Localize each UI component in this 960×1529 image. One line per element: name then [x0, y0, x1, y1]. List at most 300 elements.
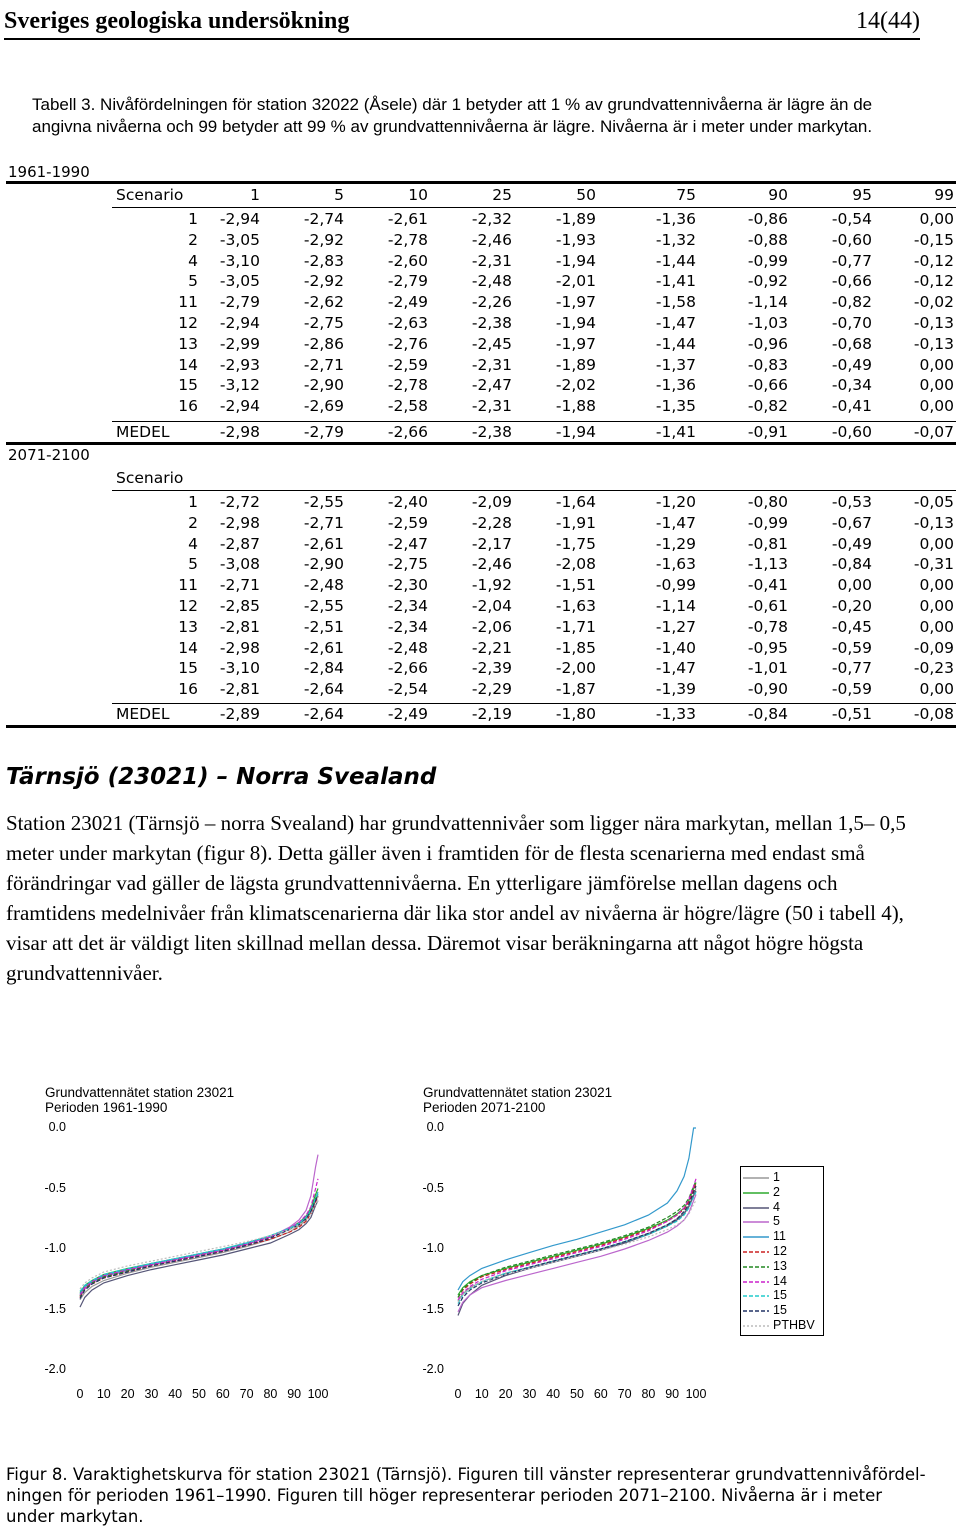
value-cell: 0,00 [919, 617, 954, 636]
value-cell: -3,10 [219, 251, 260, 270]
legend-swatch [743, 1265, 771, 1269]
x-tick-label: 60 [593, 1387, 608, 1401]
legend-label: 12 [773, 1244, 787, 1258]
y-tick-label: -0.5 [422, 1180, 444, 1195]
legend-label: 4 [773, 1199, 780, 1214]
medel-row [0, 423, 960, 444]
series-line [80, 1196, 318, 1299]
value-cell: -2,40 [387, 493, 428, 511]
value-cell: -2,55 [303, 493, 344, 511]
series-line [458, 1128, 696, 1290]
x-tick-label: 0 [454, 1387, 462, 1401]
value-cell: -0,61 [747, 597, 788, 615]
scenario-header: Scenario [116, 469, 184, 487]
scenario-cell: 15 [178, 376, 198, 395]
scenario-cell: 14 [178, 638, 198, 657]
value-cell: -0,45 [831, 617, 872, 636]
value-cell: -2,93 [219, 355, 260, 374]
value-cell: -1,36 [655, 376, 696, 395]
scenario-cell: 5 [188, 555, 198, 574]
value-cell: -0,07 [913, 423, 954, 441]
scenario-cell: 1 [188, 493, 198, 511]
percentile-header: 95 [852, 186, 872, 204]
table-row [0, 555, 960, 576]
value-cell: -0,88 [747, 230, 788, 249]
legend-label: 15 [773, 1303, 787, 1318]
value-cell: -0,96 [747, 334, 788, 353]
table-row [0, 335, 960, 356]
value-cell: -3,05 [219, 272, 260, 291]
x-tick-label: 70 [239, 1387, 254, 1401]
table-row [0, 618, 960, 639]
value-cell: -2,81 [219, 617, 260, 636]
value-cell: -2,49 [387, 705, 428, 723]
value-cell: -0,41 [831, 397, 872, 416]
value-cell: -2,48 [387, 638, 428, 657]
value-cell: -2,38 [471, 423, 512, 441]
percentile-header: 1 [250, 186, 260, 204]
legend-swatch [743, 1250, 771, 1254]
value-cell: -0,20 [831, 597, 872, 615]
value-cell: -2,49 [387, 293, 428, 312]
value-cell: -0,95 [747, 638, 788, 657]
legend-swatch [743, 1294, 771, 1298]
value-cell: -2,45 [471, 334, 512, 353]
series-line [458, 1189, 696, 1302]
x-tick-label: 20 [498, 1387, 513, 1401]
table-row [0, 293, 960, 314]
value-cell: -2,61 [387, 210, 428, 228]
x-tick-label: 90 [665, 1387, 680, 1401]
value-cell: -2,71 [219, 576, 260, 595]
value-cell: 0,00 [919, 397, 954, 416]
value-cell: -2,63 [387, 314, 428, 332]
value-cell: -2,75 [387, 555, 428, 574]
legend-swatch [743, 1324, 771, 1328]
chart-subtitle: Perioden 2071-2100 [423, 1100, 546, 1115]
value-cell: -2,66 [387, 423, 428, 441]
percentile-header: 50 [576, 186, 596, 204]
value-cell: -2,99 [219, 334, 260, 353]
period-label-1961: 1961-1990 [8, 163, 90, 181]
value-cell: -2,66 [387, 659, 428, 678]
value-cell: -2,31 [471, 251, 512, 270]
y-tick-label: 0.0 [48, 1120, 66, 1134]
legend-label: 13 [773, 1258, 787, 1273]
period-label-2071: 2071-2100 [8, 446, 90, 464]
series-line [458, 1201, 696, 1303]
y-tick-label: -1.0 [422, 1241, 444, 1255]
value-cell: -2,90 [303, 555, 344, 574]
percentile-header: 10 [408, 186, 428, 204]
value-cell: -1,91 [555, 513, 596, 532]
value-cell: -1,89 [555, 210, 596, 228]
value-cell: 0,00 [919, 597, 954, 615]
medel-rule-1 [112, 421, 956, 422]
value-cell: -2,76 [387, 334, 428, 353]
table-row [0, 514, 960, 535]
value-cell: -2,55 [303, 597, 344, 615]
value-cell: -2,98 [219, 638, 260, 657]
value-cell: -0,54 [831, 210, 872, 228]
percentile-header: 99 [934, 186, 954, 204]
series-line [80, 1196, 318, 1300]
value-cell: -0,82 [747, 397, 788, 416]
page-number: 14(44) [856, 7, 920, 34]
series-line [458, 1181, 696, 1297]
value-cell: -0,08 [913, 705, 954, 723]
value-cell: -2,09 [471, 493, 512, 511]
value-cell: -1,63 [555, 597, 596, 615]
value-cell: -1,41 [655, 272, 696, 291]
value-cell: -0,31 [913, 555, 954, 574]
legend-label: 11 [773, 1229, 786, 1244]
value-cell: -2,04 [471, 597, 512, 615]
value-cell: -2,32 [471, 210, 512, 228]
value-cell: -1,27 [655, 617, 696, 636]
value-cell: -0,92 [747, 272, 788, 291]
value-cell: -2,46 [471, 230, 512, 249]
medel-rule-2 [112, 703, 956, 704]
scenario-cell: 16 [178, 680, 198, 699]
percentile-header: 90 [768, 186, 788, 204]
value-cell: -0,23 [913, 659, 954, 678]
scenario-cell: 2 [188, 230, 198, 249]
value-cell: -2,81 [219, 680, 260, 699]
value-cell: -1,75 [555, 534, 596, 553]
value-cell: -1,47 [655, 659, 696, 678]
value-cell: -1,39 [655, 680, 696, 699]
legend-swatch [743, 1220, 771, 1224]
value-cell: -1,13 [747, 555, 788, 574]
value-cell: -2,74 [303, 210, 344, 228]
chart-legend [740, 1166, 824, 1336]
table-row [0, 210, 960, 231]
value-cell: -2,00 [555, 659, 596, 678]
table-row [0, 356, 960, 377]
scenario-cell: 15 [178, 659, 198, 678]
value-cell: -1,47 [655, 314, 696, 332]
table-row [0, 659, 960, 680]
value-cell: -2,59 [387, 355, 428, 374]
value-cell: -0,02 [913, 293, 954, 312]
value-cell: -2,79 [303, 423, 344, 441]
value-cell: -2,58 [387, 397, 428, 416]
value-cell: -0,05 [913, 493, 954, 511]
table-row [0, 639, 960, 660]
value-cell: 0,00 [919, 210, 954, 228]
section-divider-rule [6, 442, 956, 445]
section-heading: Tärnsjö (23021) – Norra Svealand [6, 764, 437, 790]
value-cell: -1,14 [747, 293, 788, 312]
x-tick-label: 80 [263, 1387, 278, 1401]
value-cell: 0,00 [919, 376, 954, 395]
value-cell: -0,60 [831, 423, 872, 441]
value-cell: -0,99 [747, 513, 788, 532]
scenario-cell: 1 [188, 210, 198, 228]
scenario-cell: 11 [178, 293, 198, 312]
value-cell: -2,92 [303, 272, 344, 291]
value-cell: -0,68 [831, 334, 872, 353]
value-cell: -1,29 [655, 534, 696, 553]
value-cell: -0,59 [831, 680, 872, 699]
value-cell: -1,37 [655, 355, 696, 374]
scenario-cell: 12 [178, 597, 198, 615]
value-cell: -0,49 [831, 355, 872, 374]
value-cell: -2,89 [219, 705, 260, 723]
value-cell: -0,49 [831, 534, 872, 553]
value-cell: -0,15 [913, 230, 954, 249]
value-cell: -2,94 [219, 314, 260, 332]
value-cell: -2,86 [303, 334, 344, 353]
x-tick-label: 30 [144, 1387, 159, 1401]
value-cell: -2,98 [219, 423, 260, 441]
y-tick-label: -2.0 [422, 1362, 444, 1376]
series-line [80, 1201, 318, 1289]
value-cell: -3,10 [219, 659, 260, 678]
value-cell: -1,97 [555, 293, 596, 312]
value-cell: -0,82 [831, 293, 872, 312]
value-cell: -1,97 [555, 334, 596, 353]
table-row [0, 314, 960, 335]
value-cell: -2,60 [387, 251, 428, 270]
value-cell: -0,80 [747, 493, 788, 511]
value-cell: -2,34 [387, 617, 428, 636]
value-cell: -2,64 [303, 680, 344, 699]
legend-label: 2 [773, 1184, 780, 1199]
value-cell: -0,90 [747, 680, 788, 699]
value-cell: -0,99 [655, 576, 696, 595]
value-cell: -0,84 [831, 555, 872, 574]
x-tick-label: 100 [307, 1387, 329, 1401]
legend-swatch [743, 1309, 771, 1313]
value-cell: -2,79 [387, 272, 428, 291]
scenario-cell: 13 [178, 334, 198, 353]
y-tick-label: -1.0 [44, 1241, 66, 1255]
value-cell: -0,81 [747, 534, 788, 553]
x-tick-label: 10 [96, 1387, 111, 1401]
chart-title-line: Grundvattennätet station 23021 [45, 1085, 235, 1100]
value-cell: -3,08 [219, 555, 260, 574]
value-cell: -0,53 [831, 493, 872, 511]
value-cell: -2,78 [387, 230, 428, 249]
series-line [80, 1189, 318, 1293]
y-tick-label: 0.0 [426, 1120, 444, 1134]
value-cell: -0,66 [747, 376, 788, 395]
value-cell: -0,83 [747, 355, 788, 374]
value-cell: 0,00 [919, 576, 954, 595]
value-cell: -0,41 [747, 576, 788, 595]
value-cell: -2,71 [303, 513, 344, 532]
figure-caption: Figur 8. Varaktighetskurva för station 23021 (Tärnsjö). Figuren till vänster representerar grundvattennivåfördel-ningen för perioden 1961–1990. Figuren till höger representerar perioden 2071–2100. Nivåerna är i meter under markytan. [6, 1465, 926, 1526]
table-row [0, 597, 960, 618]
scenario-cell: 4 [188, 251, 198, 270]
value-cell: -0,09 [913, 638, 954, 657]
value-cell: -2,26 [471, 293, 512, 312]
medel-row [0, 705, 960, 726]
scenario-cell: 4 [188, 534, 198, 553]
x-tick-label: 10 [474, 1387, 489, 1401]
value-cell: -1,44 [655, 334, 696, 353]
value-cell: -2,01 [555, 272, 596, 291]
value-cell: 0,00 [837, 576, 872, 595]
table-caption: Tabell 3. Nivåfördelningen för station 32022 (Åsele) där 1 betyder att 1 % av grundvattennivåerna är lägre än de angivna nivåerna och 99 betyder att 99 % av grundvattennivåerna är lägre. Nivåerna är i meter under markytan. [32, 95, 873, 136]
value-cell: -2,90 [303, 376, 344, 395]
scenario-cell: 14 [178, 355, 198, 374]
value-cell: -2,69 [303, 397, 344, 416]
value-cell: -2,78 [387, 376, 428, 395]
percentile-header: 5 [334, 186, 344, 204]
value-cell: -2,28 [471, 513, 512, 532]
value-cell: -0,60 [831, 230, 872, 249]
table-header-row [0, 186, 960, 207]
value-cell: -1,85 [555, 638, 596, 657]
value-cell: -2,79 [219, 293, 260, 312]
x-tick-label: 90 [287, 1387, 302, 1401]
value-cell: -2,94 [219, 397, 260, 416]
chart-title-line: Grundvattennätet station 23021 [423, 1085, 613, 1100]
value-cell: 0,00 [919, 534, 954, 553]
value-cell: -2,71 [303, 355, 344, 374]
value-cell: -1,80 [555, 705, 596, 723]
value-cell: -2,02 [555, 376, 596, 395]
value-cell: -2,17 [471, 534, 512, 553]
value-cell: -2,48 [303, 576, 344, 595]
value-cell: -2,62 [303, 293, 344, 312]
organization-name: Sveriges geologiska undersökning [4, 7, 350, 34]
legend-swatch [743, 1206, 771, 1210]
x-tick-label: 30 [522, 1387, 537, 1401]
y-tick-label: -2.0 [44, 1362, 66, 1376]
table-top-rule [6, 181, 956, 184]
value-cell: -1,03 [747, 314, 788, 332]
value-cell: -1,33 [655, 705, 696, 723]
series-line [458, 1183, 696, 1296]
value-cell: -2,08 [555, 555, 596, 574]
value-cell: -1,51 [555, 576, 596, 595]
x-tick-label: 50 [192, 1387, 206, 1401]
y-tick-label: -1.5 [422, 1301, 444, 1316]
value-cell: 0,00 [919, 355, 954, 374]
value-cell: -1,58 [655, 293, 696, 312]
legend-label: 14 [773, 1273, 787, 1288]
series-line [458, 1195, 696, 1312]
value-cell: -2,29 [471, 680, 512, 699]
series-line [458, 1192, 696, 1303]
value-cell: -0,91 [747, 423, 788, 441]
value-cell: -1,36 [655, 210, 696, 228]
series-line [80, 1155, 318, 1298]
value-cell: -1,94 [555, 251, 596, 270]
value-cell: -2,72 [219, 493, 260, 511]
value-cell: -0,70 [831, 314, 872, 332]
value-cell: -0,13 [913, 334, 954, 353]
scenario-cell: 5 [188, 272, 198, 291]
legend-swatch [743, 1280, 771, 1284]
value-cell: -0,13 [913, 513, 954, 532]
value-cell: -2,47 [387, 534, 428, 553]
value-cell: -2,61 [303, 534, 344, 553]
value-cell: -1,40 [655, 638, 696, 657]
value-cell: -1,41 [655, 423, 696, 441]
value-cell: -1,35 [655, 397, 696, 416]
legend-swatch [743, 1235, 771, 1239]
value-cell: -0,86 [747, 210, 788, 228]
value-cell: -1,87 [555, 680, 596, 699]
value-cell: -2,48 [471, 272, 512, 291]
series-line [80, 1197, 318, 1297]
value-cell: -1,20 [655, 493, 696, 511]
value-cell: -1,32 [655, 230, 696, 249]
value-cell: -0,34 [831, 376, 872, 395]
scenario-cell: 2 [188, 513, 198, 532]
series-line [458, 1179, 696, 1300]
value-cell: -0,51 [831, 705, 872, 723]
table-row [0, 252, 960, 273]
value-cell: -1,47 [655, 513, 696, 532]
value-cell: -0,77 [831, 251, 872, 270]
value-cell: -2,92 [303, 230, 344, 249]
value-cell: -2,31 [471, 397, 512, 416]
percentile-header: 25 [492, 186, 512, 204]
value-cell: 0,00 [919, 680, 954, 699]
body-paragraph: Station 23021 (Tärnsjö – norra Svealand) har grundvattennivåer som ligger nära markytan, mellan 1,5– 0,5 meter under markytan (figur 8). Detta gäller även i framtiden för de flesta scenarierna med endast små förändringar vad gäller de lägsta grundvattennivåerna. En ytterligare jämförelse mellan dagens och framtidens medelnivåer från klimatscenarierna där lika stor andel av nivåerna är högre/lägre (50 i tabell 4), visar att det är väldigt liten skillnad mellan dessa. Däremot visar beräkningarna att något högre högsta grundvattennivåer. [6, 811, 906, 985]
value-cell: -2,21 [471, 638, 512, 657]
value-cell: -0,84 [747, 705, 788, 723]
chart-subtitle: Perioden 1961-1990 [45, 1100, 168, 1115]
value-cell: -2,98 [219, 513, 260, 532]
value-cell: -2,34 [387, 597, 428, 615]
scenario-cell: 12 [178, 314, 198, 332]
x-tick-label: 0 [76, 1387, 84, 1401]
value-cell: -2,54 [387, 680, 428, 699]
page-header [4, 4, 920, 40]
value-cell: -2,31 [471, 355, 512, 374]
header-rule-2 [112, 490, 956, 491]
value-cell: -1,92 [471, 576, 512, 595]
chart-title [45, 1085, 234, 1115]
value-cell: -2,51 [303, 617, 344, 636]
table-row [0, 272, 960, 293]
legend-swatch [743, 1176, 771, 1180]
value-cell: -2,85 [219, 597, 260, 615]
table-row [0, 397, 960, 418]
scenario-label-row [0, 469, 960, 490]
series-line [80, 1179, 318, 1295]
table-row [0, 535, 960, 556]
scenario-cell: MEDEL [116, 423, 170, 441]
legend-label: 1 [773, 1170, 780, 1184]
x-tick-label: 100 [685, 1387, 707, 1401]
scenario-cell: 11 [178, 576, 198, 595]
series-line [80, 1193, 318, 1291]
value-cell: -0,12 [913, 272, 954, 291]
value-cell: -2,84 [303, 659, 344, 678]
table-row [0, 493, 960, 514]
x-tick-label: 50 [570, 1387, 584, 1401]
value-cell: -1,94 [555, 423, 596, 441]
value-cell: -2,06 [471, 617, 512, 636]
value-cell: -0,99 [747, 251, 788, 270]
value-cell: -0,67 [831, 513, 872, 532]
value-cell: -0,66 [831, 272, 872, 291]
x-tick-label: 40 [546, 1387, 561, 1401]
value-cell: -0,78 [747, 617, 788, 636]
scenario-cell: 16 [178, 397, 198, 416]
value-cell: -1,14 [655, 597, 696, 615]
value-cell: -1,89 [555, 355, 596, 374]
series-line [80, 1201, 318, 1308]
